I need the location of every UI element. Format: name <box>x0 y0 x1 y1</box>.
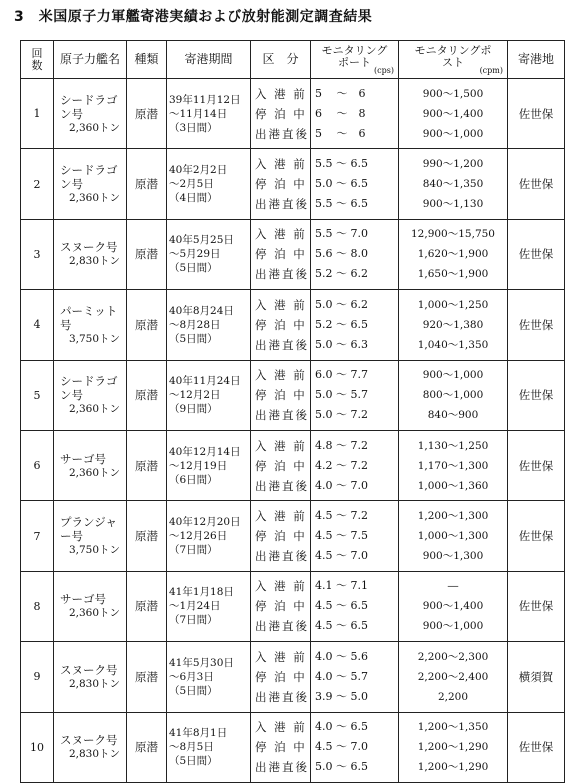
segment-label: 出港直後 <box>255 619 309 634</box>
port-of-call: 佐世保 <box>508 501 565 571</box>
monitoring-post-value: 900～1,400 <box>422 107 484 120</box>
monitoring-post-value: 900～1,000 <box>422 620 484 633</box>
monitoring-post-value: 12,900～15,750 <box>411 228 495 241</box>
ship-tonnage: 2,830トン <box>68 748 120 761</box>
ship-name: シードラゴン号 <box>60 163 118 192</box>
monitoring-port-value: 4.0 ～ 6.5 <box>315 720 368 734</box>
segment-label: 停 泊 中 <box>255 388 307 403</box>
monitoring-port-value: 4.5 ～ 6.5 <box>315 599 368 613</box>
vessel-type: 原潜 <box>127 430 167 500</box>
monitoring-post-cell <box>399 290 508 360</box>
segment-cell <box>251 430 311 500</box>
header-ship: 原子力艦名 <box>54 41 127 79</box>
segment-cell <box>251 571 311 641</box>
monitoring-port-value: 5.0 ～ 6.2 <box>315 297 368 311</box>
vessel-type: 原潜 <box>127 501 167 571</box>
monitoring-post-value: 900～1,500 <box>422 87 484 100</box>
ship-tonnage: 2,360トン <box>68 466 120 479</box>
vessel-type: 原潜 <box>127 571 167 641</box>
monitoring-post-cell <box>399 360 508 430</box>
ship-tonnage: 3,750トン <box>68 544 120 557</box>
port-of-call: 佐世保 <box>508 712 565 782</box>
header-row <box>21 41 565 79</box>
port-call-period: 40年8月24日 ～8月28日 （5日間） <box>167 290 251 360</box>
ship-cell <box>54 712 127 782</box>
ship-tonnage: 2,830トン <box>68 255 120 268</box>
header-monitoring-port-unit: (cps) <box>374 66 394 75</box>
call-number: 3 <box>21 219 54 289</box>
table-row <box>21 501 565 571</box>
port-of-call: 佐世保 <box>508 360 565 430</box>
table-row <box>21 149 565 219</box>
monitoring-post-cell <box>399 642 508 712</box>
call-number: 10 <box>21 712 54 782</box>
segment-label: 入 港 前 <box>255 227 307 242</box>
monitoring-post-value: 2,200～2,300 <box>417 650 489 663</box>
monitoring-port-value: 5 ～ 6 <box>315 86 366 100</box>
segment-label: 出港直後 <box>255 267 309 282</box>
monitoring-post-value: 900～1,000 <box>422 369 484 382</box>
port-of-call: 佐世保 <box>508 219 565 289</box>
segment-label: 出港直後 <box>255 760 309 775</box>
monitoring-port-cell <box>311 430 399 500</box>
monitoring-port-value: 4.5 ～ 6.5 <box>315 619 368 633</box>
ship-cell <box>54 290 127 360</box>
segment-label: 出港直後 <box>255 689 309 704</box>
vessel-type: 原潜 <box>127 219 167 289</box>
monitoring-post-value: 1,000～1,300 <box>417 530 489 543</box>
port-of-call: 佐世保 <box>508 149 565 219</box>
segment-label: 入 港 前 <box>255 720 307 735</box>
ship-tonnage: 2,360トン <box>68 607 120 620</box>
segment-cell <box>251 712 311 782</box>
monitoring-port-cell <box>311 290 399 360</box>
ship-name: スヌーク号 <box>60 662 118 677</box>
segment-label: 出港直後 <box>255 197 309 212</box>
ship-name: スヌーク号 <box>60 240 118 255</box>
segment-label: 出港直後 <box>255 549 309 564</box>
segment-cell <box>251 642 311 712</box>
segment-label: 停 泊 中 <box>255 669 307 684</box>
ship-tonnage: 2,360トン <box>68 192 120 205</box>
segment-label: 出港直後 <box>255 126 309 141</box>
ship-name: シードラゴン号 <box>60 374 118 403</box>
port-call-period: 41年1月18日 ～1月24日 （7日間） <box>167 571 251 641</box>
segment-cell <box>251 79 311 149</box>
monitoring-post-value: 800～1,000 <box>422 389 484 402</box>
segment-label: 出港直後 <box>255 408 309 423</box>
monitoring-post-value: 1,620～1,900 <box>417 248 489 261</box>
segment-label: 停 泊 中 <box>255 458 307 473</box>
segment-label: 停 泊 中 <box>255 247 307 262</box>
ship-cell <box>54 149 127 219</box>
vessel-type: 原潜 <box>127 79 167 149</box>
vessel-type: 原潜 <box>127 149 167 219</box>
monitoring-port-value: 5.6 ～ 8.0 <box>315 247 368 261</box>
segment-cell <box>251 360 311 430</box>
segment-label: 停 泊 中 <box>255 106 307 121</box>
port-call-table <box>20 40 565 783</box>
monitoring-port-cell <box>311 712 399 782</box>
monitoring-port-cell <box>311 360 399 430</box>
segment-cell <box>251 290 311 360</box>
ship-name: パーミット号 <box>60 303 118 332</box>
monitoring-port-value: 5.0 ～ 5.7 <box>315 388 368 402</box>
call-number: 5 <box>21 360 54 430</box>
segment-label: 出港直後 <box>255 478 309 493</box>
header-no: 回数 <box>21 41 54 79</box>
segment-label: 入 港 前 <box>255 649 307 664</box>
monitoring-port-value: 5.2 ～ 6.2 <box>315 267 368 281</box>
header-port: 寄港地 <box>508 41 565 79</box>
vessel-type: 原潜 <box>127 712 167 782</box>
monitoring-port-cell <box>311 149 399 219</box>
vessel-type: 原潜 <box>127 360 167 430</box>
monitoring-post-value: 1,200～1,350 <box>417 721 489 734</box>
ship-cell <box>54 79 127 149</box>
segment-label: 停 泊 中 <box>255 177 307 192</box>
monitoring-port-value: 4.5 ～ 7.0 <box>315 740 368 754</box>
ship-name: プランジャー号 <box>60 515 117 544</box>
ship-cell <box>54 571 127 641</box>
monitoring-port-value: 5.5 ～ 7.0 <box>315 227 368 241</box>
monitoring-port-cell <box>311 571 399 641</box>
monitoring-post-value: 1,000～1,360 <box>417 479 489 492</box>
monitoring-port-cell <box>311 219 399 289</box>
monitoring-post-cell <box>399 149 508 219</box>
monitoring-post-value: 2,200 <box>437 690 469 703</box>
segment-label: 入 港 前 <box>255 368 307 383</box>
ship-name: サーゴ号 <box>60 592 106 607</box>
call-number: 2 <box>21 149 54 219</box>
header-monitoring-port <box>311 41 399 79</box>
monitoring-port-cell <box>311 79 399 149</box>
header-segment: 区 分 <box>251 41 311 79</box>
monitoring-port-value: 4.0 ～ 5.7 <box>315 669 368 683</box>
monitoring-port-value: 5.0 ～ 6.5 <box>315 177 368 191</box>
ship-name: スヌーク号 <box>60 733 118 748</box>
ship-cell <box>54 219 127 289</box>
port-call-period: 39年11月12日 ～11月14日 （3日間） <box>167 79 251 149</box>
monitoring-port-value: 4.5 ～ 7.2 <box>315 509 368 523</box>
monitoring-post-value: 1,130～1,250 <box>417 439 489 452</box>
header-monitoring-post-unit: (cpm) <box>479 66 503 75</box>
segment-label: 入 港 前 <box>255 579 307 594</box>
call-number: 6 <box>21 430 54 500</box>
table-row <box>21 712 565 782</box>
monitoring-port-value: 4.5 ～ 7.5 <box>315 529 368 543</box>
monitoring-port-value: 5.0 ～ 6.5 <box>315 760 368 774</box>
port-call-period: 40年12月20日 ～12月26日 （7日間） <box>167 501 251 571</box>
monitoring-post-value: 900～1,300 <box>422 550 484 563</box>
document-title: 3 米国原子力軍艦寄港実績および放射能測定調査結果 <box>14 9 373 25</box>
monitoring-post-cell <box>399 79 508 149</box>
monitoring-post-cell <box>399 430 508 500</box>
table-row <box>21 642 565 712</box>
monitoring-port-value: 3.9 ～ 5.0 <box>315 689 368 703</box>
port-call-period: 40年2月2日 ～2月5日 （4日間） <box>167 149 251 219</box>
port-of-call: 佐世保 <box>508 290 565 360</box>
header-type: 種類 <box>127 41 167 79</box>
port-of-call: 佐世保 <box>508 571 565 641</box>
monitoring-post-value: 1,170～1,300 <box>417 459 489 472</box>
monitoring-port-value: 4.1 ～ 7.1 <box>315 579 368 593</box>
call-number: 8 <box>21 571 54 641</box>
monitoring-post-value: 1,040～1,350 <box>417 338 489 351</box>
monitoring-post-value: 900～1,400 <box>422 600 484 613</box>
monitoring-post-cell <box>399 712 508 782</box>
call-number: 9 <box>21 642 54 712</box>
monitoring-port-value: 6 ～ 8 <box>315 106 366 120</box>
ship-name: サーゴ号 <box>60 451 106 466</box>
segment-label: 入 港 前 <box>255 509 307 524</box>
segment-label: 停 泊 中 <box>255 740 307 755</box>
segment-label: 出港直後 <box>255 337 309 352</box>
monitoring-port-cell <box>311 642 399 712</box>
ship-cell <box>54 642 127 712</box>
monitoring-post-value: 2,200～2,400 <box>417 670 489 683</box>
call-number: 4 <box>21 290 54 360</box>
port-of-call: 佐世保 <box>508 79 565 149</box>
segment-label: 入 港 前 <box>255 86 307 101</box>
port-call-period: 40年12月14日 ～12月19日 （6日間） <box>167 430 251 500</box>
port-call-period: 41年8月1日 ～8月5日 （5日間） <box>167 712 251 782</box>
monitoring-port-value: 4.0 ～ 5.6 <box>315 649 368 663</box>
table-row <box>21 571 565 641</box>
call-number: 7 <box>21 501 54 571</box>
monitoring-post-value: 1,200～1,300 <box>417 510 489 523</box>
port-call-period: 41年5月30日 ～6月3日 （5日間） <box>167 642 251 712</box>
monitoring-port-value: 4.8 ～ 7.2 <box>315 438 368 452</box>
monitoring-post-cell <box>399 501 508 571</box>
header-monitoring-port-label: モニタリングポート <box>321 43 388 69</box>
table-row <box>21 79 565 149</box>
header-monitoring-post <box>399 41 508 79</box>
monitoring-port-value: 5 ～ 6 <box>315 126 366 140</box>
monitoring-port-value: 4.0 ～ 7.0 <box>315 478 368 492</box>
port-of-call: 佐世保 <box>508 430 565 500</box>
vessel-type: 原潜 <box>127 290 167 360</box>
segment-label: 入 港 前 <box>255 438 307 453</box>
segment-label: 入 港 前 <box>255 297 307 312</box>
segment-cell <box>251 219 311 289</box>
segment-label: 入 港 前 <box>255 157 307 172</box>
ship-tonnage: 3,750トン <box>68 332 120 345</box>
ship-cell <box>54 430 127 500</box>
segment-cell <box>251 149 311 219</box>
ship-name: シードラゴン号 <box>60 92 118 121</box>
call-number: 1 <box>21 79 54 149</box>
monitoring-port-value: 5.0 ～ 7.2 <box>315 408 368 422</box>
monitoring-post-value: 920～1,380 <box>422 318 484 331</box>
ship-tonnage: 2,830トン <box>68 677 120 690</box>
monitoring-post-value: 1,650～1,900 <box>417 268 489 281</box>
port-call-period: 40年5月25日 ～5月29日 （5日間） <box>167 219 251 289</box>
segment-label: 停 泊 中 <box>255 529 307 544</box>
monitoring-post-value: 1,000～1,250 <box>417 298 489 311</box>
monitoring-post-value: 900～1,130 <box>422 198 484 211</box>
monitoring-post-value: 990～1,200 <box>422 158 484 171</box>
monitoring-post-value: 900～1,000 <box>422 127 484 140</box>
monitoring-port-value: 5.2 ～ 6.5 <box>315 317 368 331</box>
table-row <box>21 219 565 289</box>
table-row <box>21 360 565 430</box>
port-call-period: 40年11月24日 ～12月2日 （9日間） <box>167 360 251 430</box>
monitoring-port-value: 4.5 ～ 7.0 <box>315 549 368 563</box>
ship-tonnage: 2,360トン <box>68 403 120 416</box>
monitoring-post-value: 1,200～1,290 <box>417 761 489 774</box>
header-monitoring-post-label: モニタリングポスト <box>414 43 492 69</box>
ship-tonnage: 2,360トン <box>68 121 120 134</box>
port-of-call: 横須賀 <box>508 642 565 712</box>
vessel-type: 原潜 <box>127 642 167 712</box>
monitoring-post-value: 840～900 <box>427 409 479 422</box>
ship-cell <box>54 501 127 571</box>
monitoring-port-value: 5.5 ～ 6.5 <box>315 157 368 171</box>
monitoring-port-value: 5.0 ～ 6.3 <box>315 337 368 351</box>
monitoring-post-value: 1,200～1,290 <box>417 741 489 754</box>
header-period: 寄港期間 <box>167 41 251 79</box>
monitoring-port-value: 5.5 ～ 6.5 <box>315 197 368 211</box>
monitoring-post-cell <box>399 571 508 641</box>
monitoring-port-cell <box>311 501 399 571</box>
segment-label: 停 泊 中 <box>255 599 307 614</box>
monitoring-post-cell <box>399 219 508 289</box>
table-row <box>21 430 565 500</box>
monitoring-post-value: ― <box>447 580 459 593</box>
monitoring-port-value: 6.0 ～ 7.7 <box>315 368 368 382</box>
monitoring-port-value: 4.2 ～ 7.2 <box>315 458 368 472</box>
segment-cell <box>251 501 311 571</box>
table-row <box>21 290 565 360</box>
ship-cell <box>54 360 127 430</box>
monitoring-post-value: 840～1,350 <box>422 178 484 191</box>
segment-label: 停 泊 中 <box>255 317 307 332</box>
